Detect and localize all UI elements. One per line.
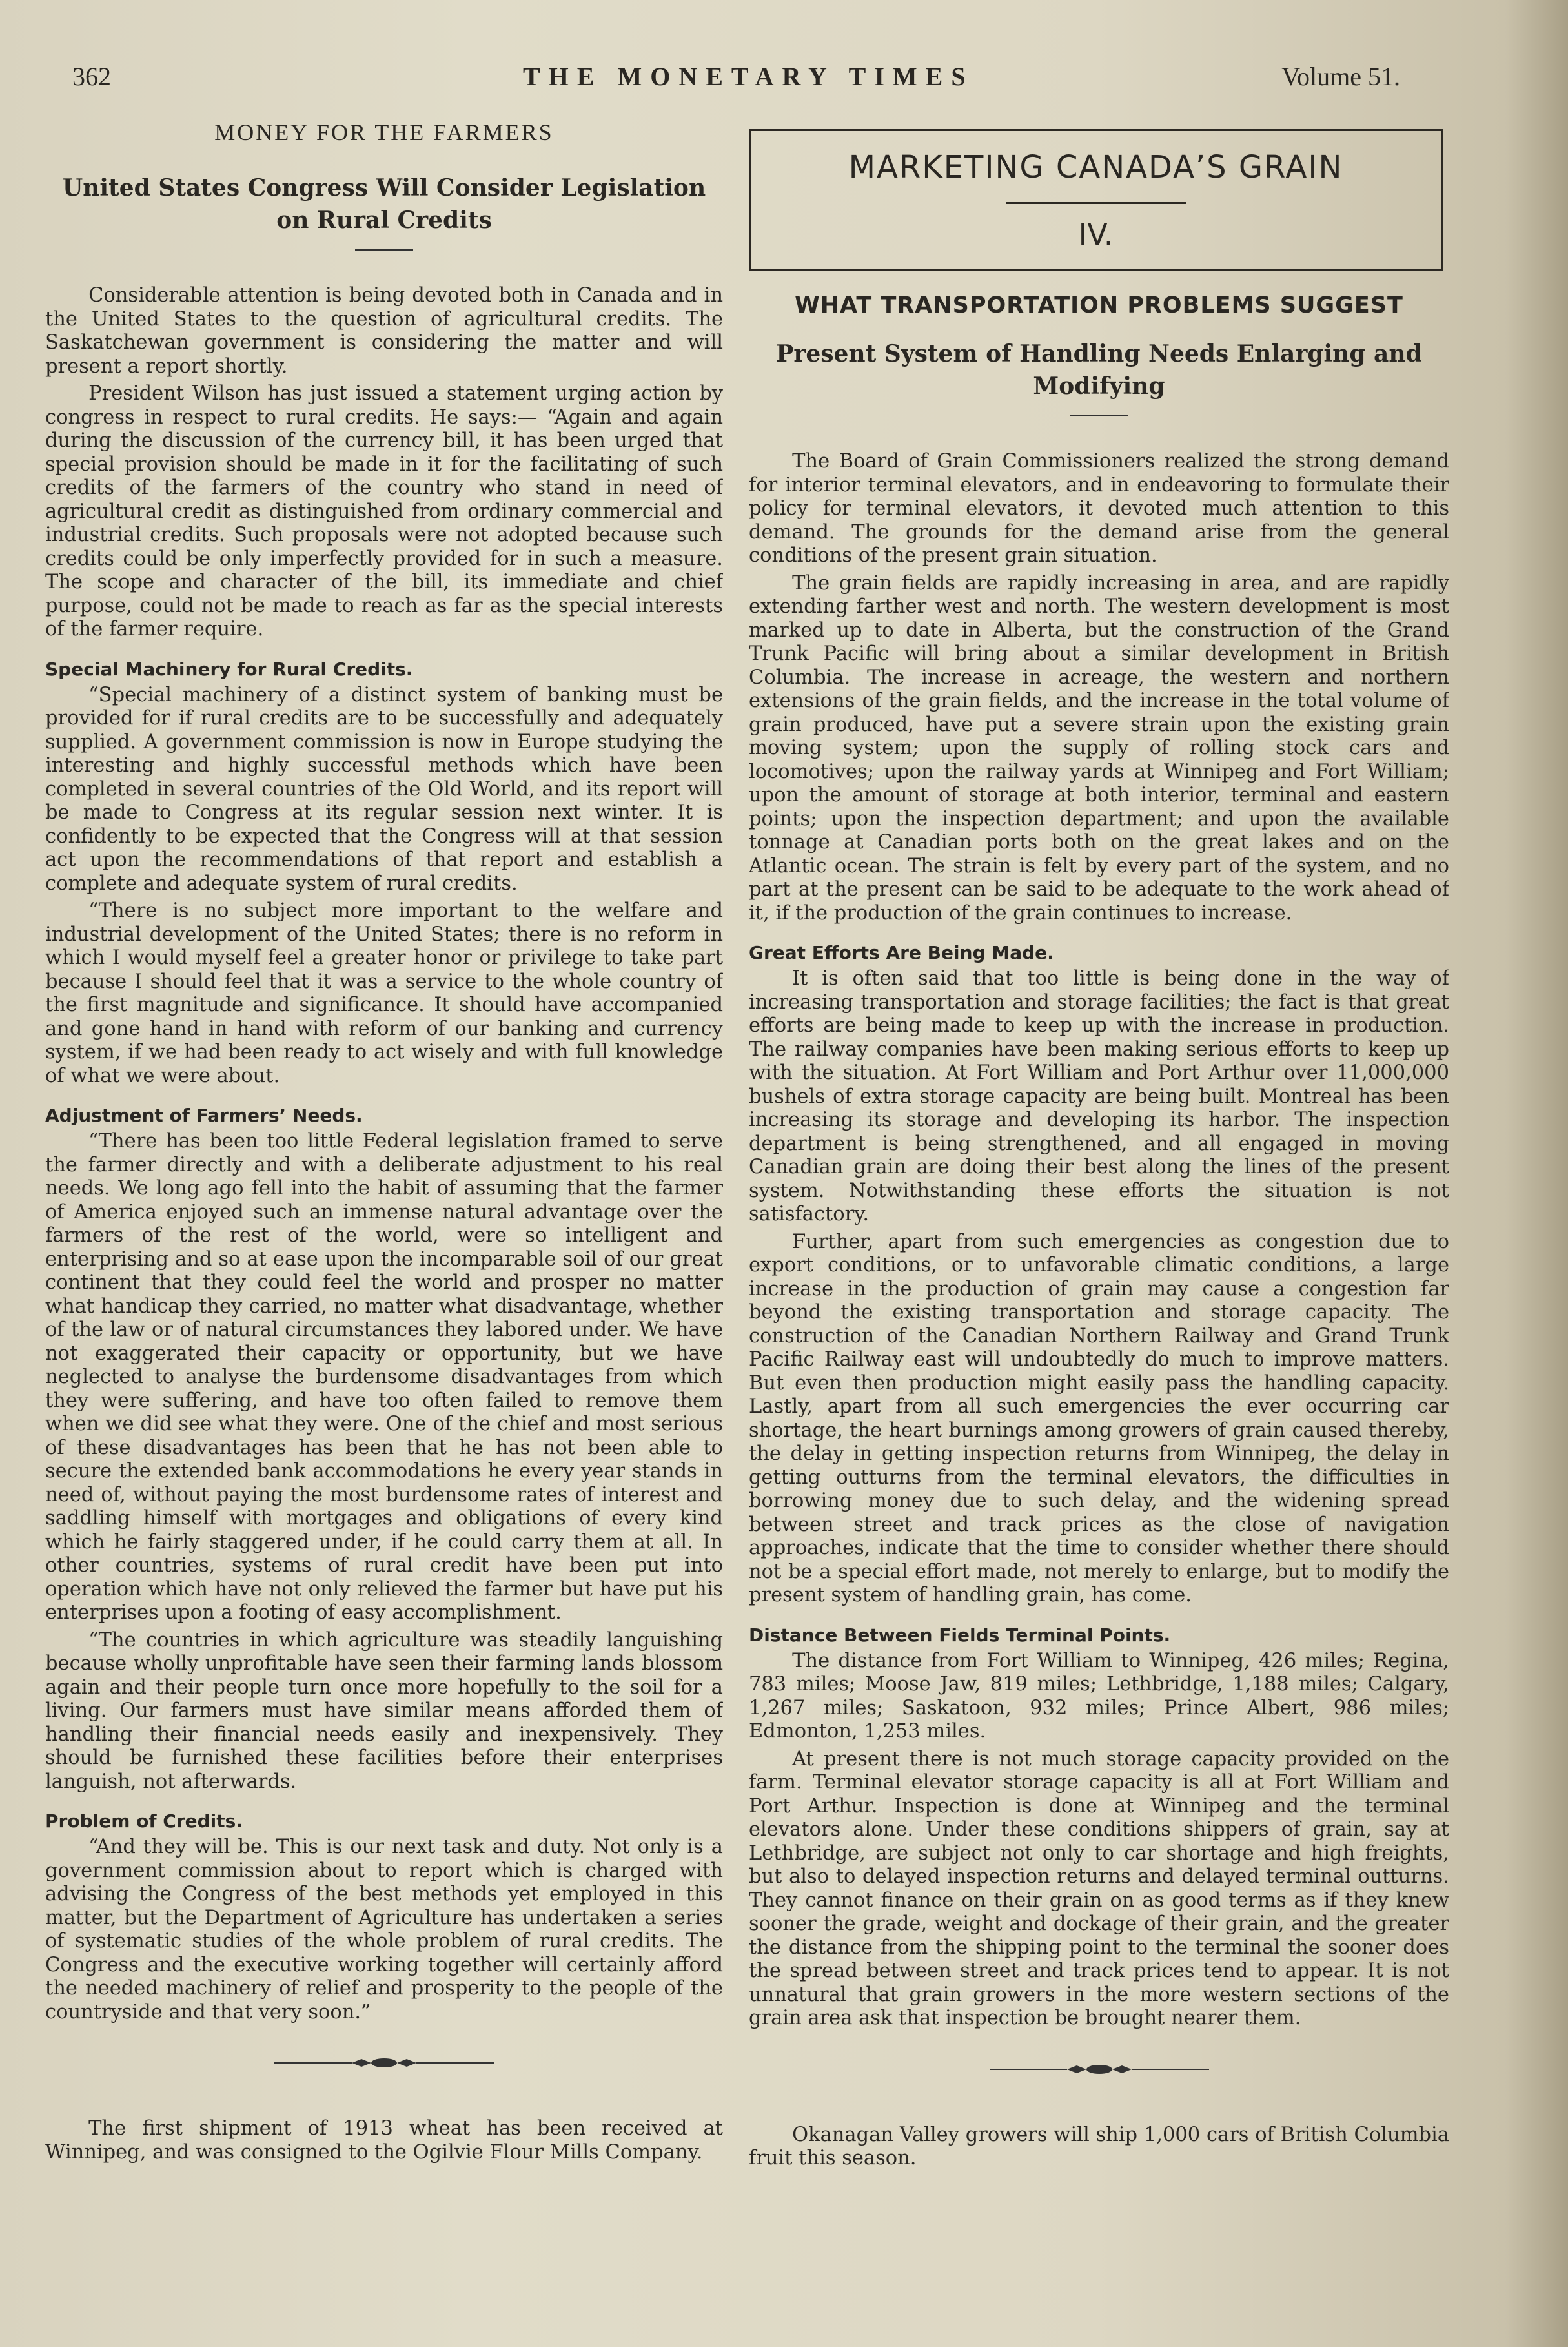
series-title: MARKETING CANADA’S GRAIN bbox=[848, 149, 1343, 185]
divider-rule bbox=[1070, 415, 1128, 416]
paragraph: “There has been too little Federal legislation framed to serve the farmer directly and with a deliberate adjustment to his real needs. We long ago fell into the habit of assuming that the farmer of America enjoyed such an immense natural advantage over the farmers of the rest of the world, were so intelligent and enterprising and so at ease upon the incomparable soil of our great continent that they could feel the world and prosper no matter what handicap they carried, no matter what disadvantage, whether of the law or of natural circumstances they labored under. We have not exaggerated their capacity or opportunity, but we have neglected to analyse the burdensome disadvantages from which they were suffering, and have too often failed to remove them when we did see what they were. One of the chief and most serious of these disadvantages has been that he has not been able to secure the extended bank accommodations he every year stands in need of, without paying the most burdensome rates of interest and saddling himself with mortgages and obligations of every kind which he fairly staggered under, if he could carry them at all. In other countries, systems of rural credit have been put into operation which have not only relieved the farmer but have put his enterprises upon a footing of easy accomplishment. bbox=[45, 1130, 723, 1624]
masthead bbox=[0, 61, 1568, 100]
news-note: Okanagan Valley growers will ship 1,000 cars of British Columbia fruit this season. bbox=[749, 2123, 1449, 2169]
right-column bbox=[749, 110, 1449, 2308]
volume-label: Volume 51. bbox=[1281, 62, 1400, 91]
article-headline: WHAT TRANSPORTATION PROBLEMS SUGGEST bbox=[795, 292, 1403, 318]
section-heading: Adjustment of Farmers’ Needs. bbox=[45, 1105, 363, 1126]
paragraph: President Wilson has just issued a statement urging action by congress in respect to rural credits. He says:— “Again and again during the discussion of the currency bill, it has been urged that special provision should be made in it for the facilitating of such credits of the farmers of the country who stand in need of agricultural credit as distinguished from ordinary commercial and industrial credits. Such proposals were not adopted because such credits could be only imperfectly provided for in such a measure. The scope and character of the bill, its immediate and chief purpose, could not be made to reach as far as the special interests of the farmer require. bbox=[45, 382, 723, 641]
ornament-divider bbox=[45, 2056, 723, 2072]
paragraph: “And they will be. This is our next task and duty. Not only is a government commission about to report which is charged with advising the Congress of the best methods yet employed in this matter, but the Department of Agriculture has undertaken a series of systematic studies of the whole problem of rural credits. The Congress and the executive working together will certainly afford the needed machinery of relief and prosperity to the people of the countryside and that very soon.” bbox=[45, 1836, 723, 2024]
paragraph: The Board of Grain Commissioners realized the strong demand for interior terminal elevators, and in endeavoring to formulate their policy for terminal elevators, it devoted much attention to this demand. The grounds for the demand arise from the general conditions of the present grain situation. bbox=[749, 450, 1449, 567]
section-heading: Special Machinery for Rural Credits. bbox=[45, 658, 413, 680]
paragraph: Further, apart from such emergencies as congestion due to export conditions, or to unfavorable climatic conditions, a large increase in the production of grain may cause a congestion far beyond the existing transportation and storage capacity. The construction of the Canadian Northern Railway and Grand Trunk Pacific Railway east will undoubtedly do much to improve matters. But even then production might easily pass the handling capacity. Lastly, apart from all such emergencies the ever occurring car shortage, the heart burnings among growers of grain caused thereby, the delay in getting inspection returns from Winnipeg, the delay in getting outturns from the terminal elevators, the difficulties in borrowing money due to such delay, and the widening spread between street and track prices as the close of navigation approaches, indicate that the time to consider whether there should not be a special effort made, not merely to enlarge, but to modify the present system of handling grain, has come. bbox=[749, 1230, 1449, 1606]
news-note: The first shipment of 1913 wheat has been received at Winnipeg, and was consigned to the Ogilvie Flour Mills Company. bbox=[45, 2117, 723, 2164]
series-number: IV. bbox=[1078, 217, 1114, 252]
paragraph: The grain fields are rapidly increasing in area, and are rapidly extending farther west and north. The western development is most marked up to date in Alberta, but the construction of the Grand Trunk Pacific will bring about a similar development in British Columbia. The increase in acreage, the western and northern extensions of the grain fields, and the increase in the total volume of grain produced, have put a severe strain upon the existing grain moving system; upon the supply of rolling stock cars and locomotives; upon the railway yards at Winnipeg and Fort William; upon the amount of storage at both interior, terminal and eastern points; upon the inspection department; and upon the available tonnage at Canadian ports both on the great lakes and on the Atlantic ocean. The strain is felt by every part of the system, and no part at the present can be said to be adequate to the work ahead of it, if the production of the grain continues to increase. bbox=[749, 571, 1449, 925]
paragraph: At present there is not much storage capacity provided on the farm. Terminal elevator storage capacity is all at Fort William and Port Arthur. Inspection is done at Winnipeg and the terminal elevators alone. Under these conditions shippers of grain, say at Lethbridge, are subject not only to car shortage and high freights, but also to delayed inspection returns and delayed terminal outturns. They cannot finance on their grain on as good terms as if they knew sooner the grade, weight and dockage of their grain, and the greater the distance from the shipping point to the terminal the sooner does the spread between street and track prices tend to appear. It is not unnatural that grain growers in the more western sections of the grain area ask that inspection be brought nearer them. bbox=[749, 1747, 1449, 2029]
paragraph: “The countries in which agriculture was steadily languishing because wholly unprofitable have seen their farming lands blossom again and their people turn once more hopefully to the soil for a living. Our farmers must have similar means afforded them of handling their financial needs easily and inexpensively. They should be furnished these facilities before their enterprises languish, not afterwards. bbox=[45, 1628, 723, 1793]
page-number: 362 bbox=[72, 62, 111, 91]
section-heading: Great Efforts Are Being Made. bbox=[749, 942, 1054, 963]
divider-rule bbox=[355, 249, 413, 251]
article-subheadline: United States Congress Will Consider Legislation on Rural Credits bbox=[62, 174, 706, 234]
paragraph: “Special machinery of a distinct system of banking must be provided for if rural credits are to be successfully and adequately supplied. A government commission is now in Europe studying the interesting and highly successful methods which have been completed in several countries of the Old World, and its report will be made to Congress at its regular session next winter. It is confidently to be expected that the Congress will at that session act upon the recommendations of that report and establish a complete and adequate system of rural credits. bbox=[45, 683, 723, 895]
box-rule bbox=[1006, 202, 1186, 204]
publication-title: THE MONETARY TIMES bbox=[523, 62, 974, 91]
section-heading: Problem of Credits. bbox=[45, 1810, 243, 1832]
ornament-divider bbox=[749, 2063, 1449, 2078]
section-heading: Distance Between Fields Terminal Points. bbox=[749, 1624, 1171, 1646]
article-subheadline: Present System of Handling Needs Enlarging and Modifying bbox=[776, 340, 1422, 400]
left-column bbox=[45, 110, 723, 2308]
paragraph: It is often said that too little is being done in the way of increasing transportation and storage facilities; the fact is that great efforts are being made to keep up with the increase in production. The railway companies have been making serious efforts to keep up with the situation. At Fort William and Port Arthur over 11,000,000 bushels of extra storage capacity are being built. Montreal has been increasing its storage and developing its harbor. The inspection department is being strengthened, and all engaged in moving Canadian grain are doing their best along the lines of the present system. Notwithstanding these efforts the situation is not satisfactory. bbox=[749, 967, 1449, 1225]
article-headline: MONEY FOR THE FARMERS bbox=[214, 119, 554, 145]
paragraph: The distance from Fort William to Winnipeg, 426 miles; Regina, 783 miles; Moose Jaw, 819 miles; Lethbridge, 1,188 miles; Calgary, 1,267 miles; Saskatoon, 932 miles; Prince Albert, 986 miles; Edmonton, 1,253 miles. bbox=[749, 1649, 1449, 1743]
series-title-box bbox=[749, 129, 1443, 271]
paragraph: Considerable attention is being devoted both in Canada and in the United States to the question of agricultural credits. The Saskatchewan government is considering the matter and will present a report shortly. bbox=[45, 284, 723, 378]
paragraph: “There is no subject more important to the welfare and industrial development of the United States; there is no reform in which I would myself feel a greater honor or privilege to take part because I should feel that it was a service to the whole country of the first magnitude and significance. It should have accompanied and gone hand in hand with reform of our banking and currency system, if we had been ready to act wisely and with full knowledge of what we were about. bbox=[45, 899, 723, 1087]
